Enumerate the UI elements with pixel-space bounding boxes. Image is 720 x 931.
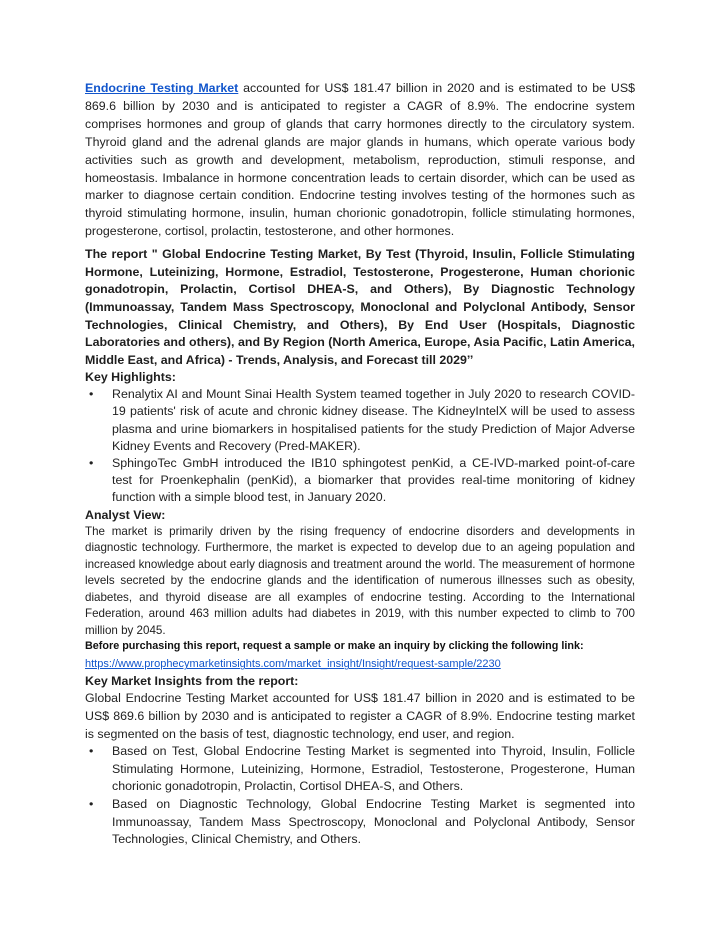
list-item-text: Based on Diagnostic Technology, Global Endocrine Testing Market is segmented into Immunoassay, Tandem Mass Spectroscopy, Monoclonal and Polyclonal Antibody, Sensor Technologies, Clinical Chemistry, and Others. bbox=[112, 797, 635, 847]
endocrine-testing-market-link[interactable]: Endocrine Testing Market bbox=[85, 81, 239, 95]
list-item-text: Renalytix AI and Mount Sinai Health System teamed together in July 2020 to research COVID-19 patients' risk of acute and chronic kidney disease. The KidneyIntelX will be used to assess plasma and urine biomarkers in hospitalised patients for the study Prediction of Major Adverse Kidney Events and Recovery (Pred-MAKER). bbox=[112, 387, 635, 453]
key-highlights-list bbox=[85, 386, 635, 506]
list-item bbox=[85, 796, 635, 849]
key-insights-list bbox=[85, 743, 635, 849]
key-insights-heading: Key Market Insights from the report: bbox=[85, 674, 299, 689]
bullet-icon: • bbox=[89, 797, 94, 812]
key-insights-paragraph: Global Endocrine Testing Market accounted for US$ 181.47 billion in 2020 and is estimated to be US$ 869.6 billion by 2030 and is anticipated to register a CAGR of 8.9%. Endocrine testing market is segmented on the basis of test, diagnostic technology, end user, and region. bbox=[85, 691, 635, 741]
key-highlights-heading: Key Highlights: bbox=[85, 370, 176, 385]
analyst-view-paragraph: The market is primarily driven by the rising frequency of endocrine disorders and developments in diagnostic technology. Furthermore, the market is expected to develop due to an ageing population and increased knowledge about early diagnosis and treatment around the world. The measurement of hormone levels secreted by the endocrine glands and the identification of numerous illnesses such as obesity, diabetes, and thyroid disease are all examples of endocrine testing. According to the International Federation, around 463 million adults had diabetes in 2019, with this number expected to climb to 700 million by 2045. bbox=[85, 524, 635, 637]
bullet-icon: • bbox=[89, 455, 94, 470]
request-sample-link[interactable]: https://www.prophecymarketinsights.com/market_insight/Insight/request-sample/2230 bbox=[85, 658, 501, 671]
bullet-icon: • bbox=[89, 387, 94, 402]
list-item bbox=[85, 743, 635, 796]
report-title: The report " Global Endocrine Testing Market, By Test (Thyroid, Insulin, Follicle Stimulating Hormone, Luteinizing, Hormone, Estradiol, Testosterone, Progesterone, Human chorionic gonadotropin, Prolactin, Cortisol DHEA-S, and Others), By Diagnostic Technology (Immunoassay, Tandem Mass Spectroscopy, Monoclonal and Polyclonal Antibody, Sensor Technologies, Clinical Chemistry, and Others), By End User (Hospitals, Diagnostic Laboratories and others), and By Region (North America, Europe, Asia Pacific, Latin America, Middle East, and Africa) - Trends, Analysis, and Forecast till 2029’’ bbox=[85, 247, 635, 367]
list-item bbox=[85, 386, 635, 454]
purchase-note: Before purchasing this report, request a sample or make an inquiry by clicking the following link: bbox=[85, 640, 584, 653]
bullet-icon: • bbox=[89, 744, 94, 759]
list-item-text: SphingoTec GmbH introduced the IB10 sphingotest penKid, a CE-IVD-marked point-of-care test for Proenkephalin (penKid), a biomarker that provides real-time monitoring of kidney function with a simple blood test, in January 2020. bbox=[112, 455, 635, 504]
list-item-text: Based on Test, Global Endocrine Testing Market is segmented into Thyroid, Insulin, Follicle Stimulating Hormone, Luteinizing, Hormone, Estradiol, Testosterone, Progesterone, Human chorionic gonadotropin, Prolactin, Cortisol DHEA-S, and Others. bbox=[112, 744, 635, 794]
intro-text: accounted for US$ 181.47 billion in 2020 and is estimated to be US$ 869.6 billion by 2030 and is anticipated to register a CAGR of 8.9%. The endocrine system comprises hormones and group of glands that carry hormones directly to the circulatory system. Thyroid gland and the adrenal glands are major glands in humans, which operate various body activities such as growth and development, metabolism, reproduction, stimuli response, and homeostasis. Imbalance in hormone concentration leads to certain disorder, which can be used as marker to diagnose certain condition. Endocrine testing involves testing of the hormones such as thyroid stimulating hormone, insulin, human chorionic gonadotropin, follicle stimulating hormones, progesterone, cortisol, prolactin, testosterone, and other hormones. bbox=[85, 81, 635, 239]
intro-paragraph bbox=[85, 80, 635, 241]
analyst-view-heading: Analyst View: bbox=[85, 507, 166, 522]
list-item bbox=[85, 455, 635, 506]
